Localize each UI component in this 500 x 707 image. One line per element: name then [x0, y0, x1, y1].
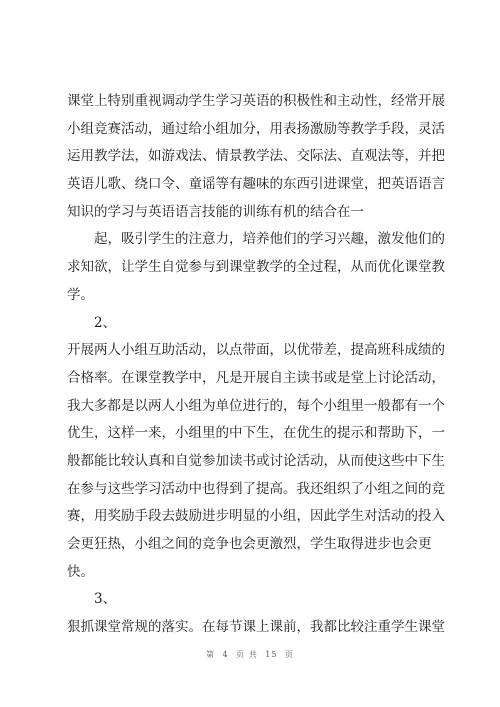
text-line: 我大多都是以两人小组为单位进行的，每个小组里一般都有一个: [67, 397, 445, 414]
page-label-middle: 页 共: [236, 650, 258, 659]
text-line: 会更狂热，小组之间的竞争也会更激烈，学生取得进步也会更: [67, 536, 432, 552]
text-line: 求知欲，让学生自觉参与到课堂教学的全过程，从而优化课堂教: [67, 259, 445, 276]
text-line: 小组竞赛活动，通过给小组加分，用表扬激励等教学手段，灵活: [67, 120, 445, 137]
text-line: 合格率。在课堂教学中，凡是开展自主读书或是堂上讨论活动，: [67, 369, 445, 386]
page-footer: [0, 649, 500, 660]
text-line: 学。: [67, 286, 94, 303]
document-body: [67, 88, 445, 642]
text-line: 起，吸引学生的注意力，培养他们的学习兴趣，激发他们的: [94, 231, 445, 248]
text-line: 在参与这些学习活动中也得到了提高。我还组织了小组之间的竞: [67, 480, 445, 497]
page-label-suffix: 页: [285, 650, 294, 659]
page-label-prefix: 第: [205, 650, 215, 659]
total-pages-number: 15: [265, 650, 278, 659]
text-line: 开展两人小组互助活动，以点带面，以优带差，提高班科成绩的: [67, 342, 445, 359]
text-line: 2、: [94, 314, 117, 331]
text-line: 英语儿歌、绕口令、童谣等有趣味的东西引进课堂，把英语语言: [67, 176, 445, 193]
text-line: 优生，这样一来，小组里的中下生，在优生的提示和帮助下，一: [67, 425, 445, 442]
text-line: 运用教学法，如游戏法、情景教学法、交际法、直观法等，并把: [67, 148, 445, 165]
current-page-number: 4: [222, 650, 229, 659]
text-line: 快。: [67, 563, 94, 580]
text-line: 课堂上特别重视调动学生学习英语的积极性和主动性，经常开展: [67, 93, 445, 109]
text-line: 3、: [94, 591, 117, 608]
text-line: 赛，用奖励手段去鼓励进步明显的小组，因此学生对活动的投入: [67, 508, 445, 525]
text-line: 狠抓课堂常规的落实。在每节课上课前，我都比较注重学生课堂: [67, 619, 445, 636]
text-line: 般都能比较认真和自觉参加读书或讨论活动，从而使这些中下生: [67, 452, 445, 469]
text-line: 知识的学习与英语语言技能的训练有机的结合在一: [67, 203, 364, 220]
